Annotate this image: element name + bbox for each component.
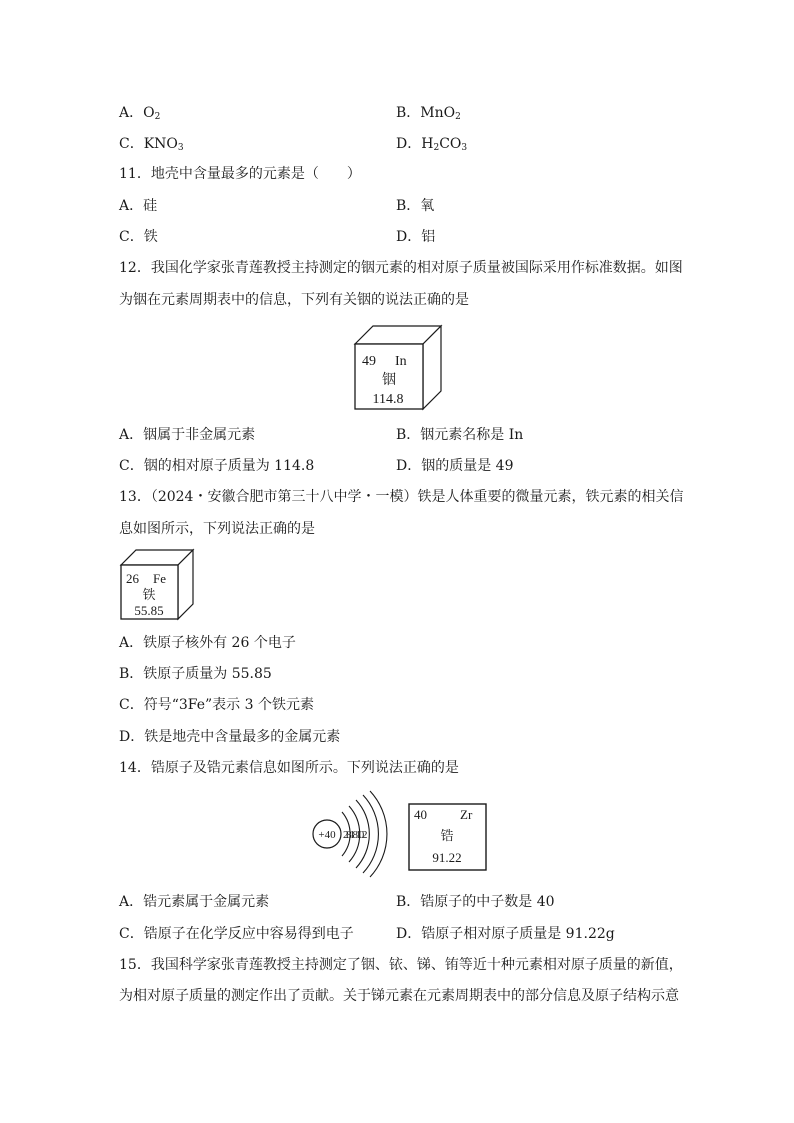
q11-option-c: C．铁 [119,229,158,245]
q12-option-c: C．铟的相对原子质量为 114.8 [119,458,315,474]
iron-symbol: Fe [153,571,166,586]
q13-option-a: A．铁原子核外有 26 个电子 [119,635,296,651]
zirconium-atomic-number: 40 [414,807,427,822]
q12-stem-line2: 为铟在元素周期表中的信息，下列有关铟的说法正确的是 [119,292,469,308]
q10-option-d: D．$H_2CO_3$ [396,136,468,153]
q13-option-b: B．铁原子质量为 55.85 [119,666,272,682]
q13-option-c: C．符号“3Fe”表示 3 个铁元素 [119,697,314,713]
q10-option-b: B．MnO$_2$ [396,105,461,122]
zirconium-atom-structure [308,786,398,882]
q12-option-b: B．铟元素名称是 In [396,427,524,443]
indium-atomic-number: 49 [362,354,376,369]
indium-element-cube [350,322,446,412]
q10-option-c: C．$KNO_3$ [119,136,184,153]
q14-option-d: D．锆原子相对原子质量是 91.22g [396,926,615,942]
q13-stem-line1: 13．（2024・安徽合肥市第三十八中学・一模）铁是人体重要的微量元素，铁元素的相关信 [119,489,684,505]
indium-symbol: In [395,354,407,369]
iron-name: 铁 [142,587,156,602]
q11-stem: 11．地壳中含量最多的元素是（ ） [119,166,361,182]
q15-stem-line2: 为相对原子质量的测定作出了贡献。关于锑元素在元素周期表中的部分信息及原子结构示意 [119,988,679,1004]
q11-option-d: D．铝 [396,229,436,245]
zirconium-element-card [408,803,488,871]
q11-option-a: A．硅 [119,198,158,214]
q14-option-b: B．锆原子的中子数是 40 [396,894,555,910]
indium-name: 铟 [382,373,396,388]
q12-stem-line1: 12．我国化学家张青莲教授主持测定的铟元素的相对原子质量被国际采用作标准数据。如图 [119,260,683,276]
q11-option-b: B．氧 [396,198,435,214]
q14-option-a: A．锆元素属于金属元素 [119,894,270,910]
zirconium-nucleus: +40 [318,829,336,841]
zirconium-name: 锆 [440,828,454,843]
iron-atomic-number: 26 [126,571,139,586]
q10-option-a: A．$O_2$ [119,105,161,122]
q12-option-a: A．铟属于非金属元素 [119,427,256,443]
zirconium-mass: 91.22 [432,850,462,865]
zirconium-electron-shells: 2 8 18 10 2 [343,829,365,841]
iron-mass: 55.85 [134,603,164,618]
q14-option-c: C．锆原子在化学反应中容易得到电子 [119,926,354,942]
indium-mass: 114.8 [372,392,404,407]
q13-stem-line2: 息如图所示，下列说法正确的是 [119,521,315,537]
q13-option-d: D．铁是地壳中含量最多的金属元素 [119,729,341,745]
zirconium-symbol: Zr [460,807,473,822]
q15-stem-line1: 15．我国科学家张青莲教授主持测定了铟、铱、锑、铕等近十种元素相对原子质量的新值， [119,957,683,973]
iron-element-cube [117,546,197,622]
q12-option-d: D．铟的质量是 49 [396,458,514,474]
q14-stem: 14．锆原子及锆元素信息如图所示。下列说法正确的是 [119,760,459,776]
